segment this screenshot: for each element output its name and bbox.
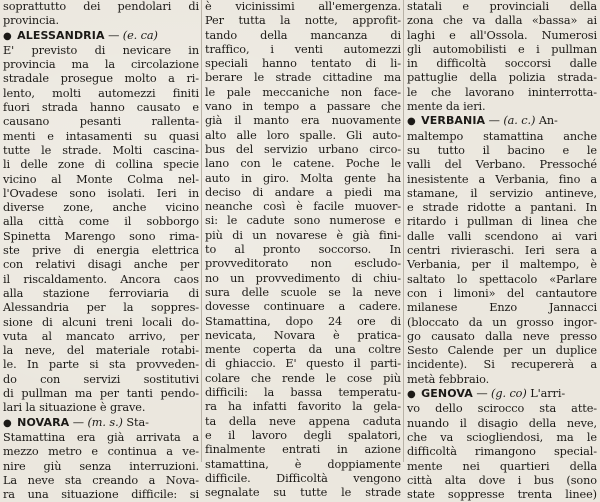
text-line: nevicata, Novara è pratica- — [205, 328, 401, 342]
text-line: auto in giro. Molta gente ha — [205, 171, 401, 185]
text-line: ste prive di energia elettrica — [3, 244, 199, 258]
text-line: dalle valli scendono ai vari — [407, 229, 597, 243]
lead-word: L'arri- — [530, 387, 566, 401]
text-line: La neve sta creando a Nova- — [3, 473, 199, 487]
heading-dash: — — [72, 415, 84, 429]
text-line: l'Ovadese sono isolati. Ieri in — [3, 186, 199, 200]
text-line: berare le strade cittadine ma — [205, 71, 401, 85]
text-line: speciali hanno tentato di li- — [205, 57, 401, 71]
text-line: città alta dove i bus (sono — [407, 473, 597, 487]
text-line: sione di alcuni treni locali do- — [3, 315, 199, 329]
text-line: lari la situazione è grave. — [3, 401, 146, 415]
text-line: il riscaldamento. Ancora caos — [3, 272, 199, 286]
text-line: le pale meccaniche non face- — [205, 85, 401, 99]
text-line: nire giù senza interruzioni. — [3, 459, 199, 473]
text-line: colare che rende le cose più — [205, 371, 401, 385]
text-line: Verbania, per il maltempo, è — [407, 258, 597, 272]
lead-word: Sta- — [126, 415, 149, 429]
text-line: do con servizi sostitutivi — [3, 372, 199, 386]
text-line: deciso di andare a piedi ma — [205, 185, 401, 199]
section-heading-line — [407, 114, 597, 129]
text-line: Stamattina, dopo 24 ore di — [205, 314, 401, 328]
text-line: traffico, i venti automezzi — [205, 42, 401, 56]
text-line: si: le cadute sono numerose e — [205, 214, 401, 228]
text-line: Stamattina era già arrivata a — [3, 430, 199, 444]
text-line: lento, molti automezzi finiti — [3, 86, 199, 100]
text-line: vicino al Monte Colma nel- — [3, 172, 199, 186]
text-line: lano con le catene. Poche le — [205, 157, 401, 171]
text-line: dovesse continuare a cadere. — [205, 300, 401, 314]
lead-word: An- — [538, 114, 558, 128]
column-rule — [403, 0, 404, 462]
text-line: laghi e all'Ossola. Numerosi — [407, 28, 597, 42]
section-heading-line — [3, 29, 199, 44]
text-line: che va sciogliendosi, ma le — [407, 430, 597, 444]
bullet-icon: ● — [3, 30, 12, 42]
text-line: difficili: la bassa temperatu- — [205, 386, 401, 400]
text-line: milanese Enzo Jannacci — [407, 301, 597, 315]
text-line: nuando il disagio della neve, — [407, 416, 597, 430]
text-line: finalmente entrati in azione — [205, 443, 401, 457]
text-line: statali e provinciali della — [407, 0, 597, 13]
section-heading-line — [3, 416, 199, 431]
text-line: metà febbraio. — [407, 372, 490, 386]
article-column-1 — [3, 0, 199, 502]
bullet-icon: ● — [407, 389, 416, 401]
text-line: stradale prosegue molto a ri- — [3, 72, 199, 86]
heading-dash: — — [476, 387, 488, 401]
article-column-3 — [407, 0, 597, 502]
text-line: mente da ieri. — [407, 100, 486, 114]
text-line: incidente). Si recupererà a — [407, 358, 597, 372]
text-line: le che lavorano ininterrotta- — [407, 85, 597, 99]
text-line: pattuglie della polizia strada- — [407, 71, 597, 85]
text-line: maltempo stamattina anche — [407, 129, 597, 143]
text-line: inesistente a Verbania, fino a — [407, 172, 597, 186]
text-line: stamane, il servizio antineve, — [407, 186, 597, 200]
text-line: Alessandria per la soppres- — [3, 301, 199, 315]
text-line: e strade ridotte a pantani. In — [407, 201, 597, 215]
text-line: ra una situazione difficile: si — [3, 488, 199, 502]
text-line: ra ha infatti favorito la gela- — [205, 400, 401, 414]
text-line: provincia ma la circolazione — [3, 58, 199, 72]
heading-dash: — — [488, 114, 500, 128]
text-line: fuori strada hanno causato e — [3, 101, 199, 115]
text-line: vano in tempo a passare che — [205, 100, 401, 114]
author-byline: (m. s.) — [87, 415, 123, 429]
article-column-2 — [205, 0, 401, 500]
author-byline: (g. co) — [491, 387, 527, 401]
text-line: diverse zone, anche vicino — [3, 201, 199, 215]
text-line: no un provvedimento di chiu- — [205, 271, 401, 285]
text-line: di ghiaccio. E' questo il parti- — [205, 357, 401, 371]
section-heading-line — [407, 387, 597, 402]
text-line: (bloccato da un grosso ingor- — [407, 315, 597, 329]
text-line: neanche così è facile muover- — [205, 200, 401, 214]
author-byline: (a. c.) — [503, 114, 536, 128]
text-line: gli automobilisti e i pullman — [407, 42, 597, 56]
text-line: Per tutta la notte, approfit- — [205, 14, 401, 28]
text-line: tutte le strade. Molti cascina- — [3, 143, 199, 157]
section-place-name: GENOVA — [421, 387, 473, 401]
text-line: è vicinissimi all'emergenza. — [205, 0, 401, 13]
section-place-name: NOVARA — [17, 415, 70, 429]
text-line: e il lavoro degli spalatori, — [205, 428, 401, 442]
bullet-icon: ● — [3, 417, 12, 429]
text-line: tando della mancanza di — [205, 28, 401, 42]
heading-dash: — — [108, 28, 120, 42]
text-line: ritardo i pullman di linea che — [407, 215, 597, 229]
text-line: soprattutto dei pendolari di — [3, 0, 199, 13]
author-byline: (e. ca) — [122, 28, 158, 42]
text-line: zona che va dalla «bassa» ai — [407, 14, 597, 28]
section-place-name: VERBANIA — [421, 114, 486, 128]
text-line: Sesto Calende per un duplice — [407, 344, 597, 358]
section-place-name: ALESSANDRIA — [17, 28, 105, 42]
text-line: alto alle loro spalle. Gli auto- — [205, 128, 401, 142]
text-line: stamattina, è doppiamente — [205, 457, 401, 471]
text-line: su tutto il bacino e le — [407, 143, 597, 157]
text-line: con relativi disagi anche per — [3, 258, 199, 272]
text-line: più di un novarese è già fini- — [205, 228, 401, 242]
text-line: li delle zone di collina specie — [3, 158, 199, 172]
text-line: già il manto era nuovamente — [205, 114, 401, 128]
text-line: Spinetta Marengo sono rima- — [3, 229, 199, 243]
text-line: difficoltà rimangono special- — [407, 445, 597, 459]
text-line: E' previsto di nevicare in — [3, 43, 199, 57]
text-line: state soppresse trenta linee) — [407, 488, 597, 502]
text-line: mezzo metro e continua a ve- — [3, 445, 199, 459]
text-line: le. In parte si sta provveden- — [3, 358, 199, 372]
bullet-icon: ● — [407, 116, 416, 128]
text-line: saltato lo spettacolo «Parlare — [407, 272, 597, 286]
text-line: vuta al mancato arrivo, per — [3, 329, 199, 343]
text-line: con i limoni» del cantautore — [407, 286, 597, 300]
text-line: provincia. — [3, 14, 59, 28]
text-line: la neve, del materiale rotabi- — [3, 344, 199, 358]
text-line: menti e intasamenti su quasi — [3, 129, 199, 143]
text-line: mente nei quartieri della — [407, 459, 597, 473]
text-line: centri rivieraschi. Ieri sera a — [407, 244, 597, 258]
text-line: provveditorato non escludo- — [205, 257, 401, 271]
text-line: alla stazione ferroviaria di — [3, 286, 199, 300]
text-line: di pullman ma per tanti pendo- — [3, 387, 199, 401]
text-line: in difficoltà soccorsi dalle — [407, 57, 597, 71]
text-line: alla città come il sobborgo — [3, 215, 199, 229]
text-line: mente coperta da una coltre — [205, 343, 401, 357]
text-line: vo dello scirocco sta atte- — [407, 402, 597, 416]
text-line: segnalate su tutte le strade — [205, 486, 401, 500]
text-line: causano pesanti rallenta- — [3, 115, 199, 129]
text-line: difficile. Difficoltà vengono — [205, 471, 401, 485]
text-line: to al pronto soccorso. In — [205, 243, 401, 257]
text-line: valli del Verbano. Pressoché — [407, 158, 597, 172]
column-rule — [201, 0, 202, 462]
text-line: sura delle scuole se la neve — [205, 285, 401, 299]
text-line: go causato dalla neve presso — [407, 329, 597, 343]
text-line: bus del servizio urbano circo- — [205, 142, 401, 156]
text-line: ta della neve appena caduta — [205, 414, 401, 428]
